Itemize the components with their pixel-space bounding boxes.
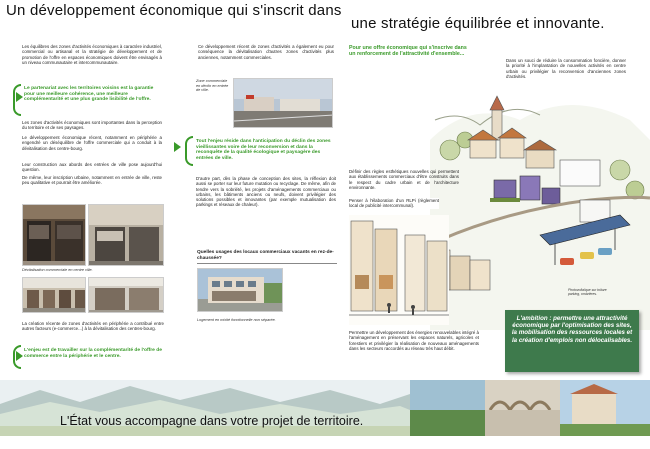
photo-mixed-housing bbox=[197, 268, 283, 312]
banner-text: L'État vous accompagne dans votre projet de territoire. bbox=[60, 414, 364, 428]
col2-caption-housing: Logement en mixité fonctionnelle non séparée. bbox=[197, 318, 276, 322]
page-title-left: Un développement économique qui s'inscrit dans bbox=[6, 2, 342, 19]
col3-paragraph-rlpi: Penser à l'élaboration d'un RLPi (règlement local de publicité intercommunal). bbox=[349, 198, 439, 209]
col2-callout-anticipation: Tout l'enjeu réside dans l'anticipation du déclin des zones vieillissantes voire de leur reconversion et dans la reconquête de la qualité écologique et paysagère des entrées de ville. bbox=[196, 139, 331, 162]
illustration-street-sketch bbox=[349, 215, 449, 325]
green-arrow-icon bbox=[16, 351, 23, 361]
photo-shop-window bbox=[88, 277, 164, 313]
col2-caption-declining-zone: Zone commerciale en déclin en entrée de ville. bbox=[196, 79, 229, 93]
col1-caption-devitalisation: Dévitalisation commerciale en centre ville. bbox=[22, 268, 93, 272]
photo-street-shops bbox=[22, 277, 86, 313]
callout-bracket-icon bbox=[185, 136, 193, 166]
col3-paragraph-aesthetic-rules: Définir des règles esthétiques nouvelles qui permettent aux établissements commerciaux d'être construits dans le respect du cadre urbain et de l'architecture environnante. bbox=[349, 169, 459, 190]
photo-vacant-shop bbox=[88, 204, 164, 266]
page-title-right: une stratégie équilibrée et innovante. bbox=[351, 15, 605, 32]
photo-commercial-zone bbox=[233, 78, 333, 128]
col1-paragraph-zones: Les zones d'activités économiques sont importantes dans la perception du territoire et de ses paysages. bbox=[22, 120, 162, 131]
col1-paragraph-inscription: De même, leur inscription urbaine, notamment en entrée de ville, reste peu qualitative et pourrait être améliorée. bbox=[22, 175, 162, 186]
col1-paragraph-construction: Leur construction aux abords des entrées de ville pose aujourd'hui question. bbox=[22, 162, 162, 173]
col3-paragraph-energy: Permettre un développement des énergies renouvelables intégré à l'aménagement en préservant les espaces naturels, agricoles et forestiers et privilégier la réalisation de nouveaux aménagements dans les secteurs raccordés au réseau très haut débit. bbox=[349, 330, 479, 351]
col2-paragraph-conception: D'autre part, dès la phase de conception des sites, la réflexion doit aussi se porter sur leur future mutation ou recyclage. De même, afin de tendre vers la sobriété, les projets d'aménagements commerciaux ou urbains, les bâtiments anciens ou neufs, doivent privilégier des solutions possibles et innovantes (par exemple mutualisation des parkings et réseaux de chaleur). bbox=[196, 176, 336, 208]
col3-paragraph-land: Dans un souci de réduire la consommation foncière, donner la priorité à l'implantation de nouvelles activités en centre urbain ou privilégier la reconversion d'anciennes zones d'activités. bbox=[506, 58, 626, 79]
col1-callout-complementarity: L'enjeu est de travailler sur la complémentarité de l'offre de commerce entre la périphérie et le centre. bbox=[24, 348, 162, 359]
col2-intro-paragraph: Ce développement récent de zones d'activités a également eu pour conséquence la dévitalisation d'autres zones d'activités plus anciennes, notamment commerciales. bbox=[198, 44, 334, 60]
photo-shopfront-closed bbox=[22, 204, 86, 266]
ambition-box: L'ambition : permettre une attractivité économique par l'optimisation des sites, la mobilisation des ressources locales et la création d'emplois non délocalisables. bbox=[505, 310, 639, 372]
col1-intro-paragraph: Les équilibres des zones d'activités économiques à caractère industriel, commercial ou artisanal et la stratégie de développement et de promotion de l'offre en espaces économiques doivent être envisagés à un niveau communautaire et intercommunautaire. bbox=[22, 44, 162, 65]
illustration-town-sketch bbox=[430, 80, 650, 330]
col2-heading-vacant-premises: Quelles usages des locaux commerciaux vacants en rez-de-chaussée? bbox=[197, 250, 337, 264]
col1-paragraph-creation: La création récente de zones d'activités en périphérie a contribué entre autres facteurs (e-commerce...) à la dévitalisation des centres-bourg. bbox=[22, 321, 164, 332]
green-arrow-icon bbox=[174, 142, 181, 152]
col1-paragraph-development: Le développement économique récent, notamment en périphérie a engendré un déséquilibre de l'offre commerciale qui a conduit à la dévitalisation des centre-bourg. bbox=[22, 135, 162, 151]
col3-caption-solar: Photovoltaïque sur toiture parking, ombrières. bbox=[568, 288, 607, 297]
col3-callout-offer: Pour une offre économique qui s'inscrive dans un renforcement de l'attractivité d'ensemble... bbox=[349, 45, 467, 58]
green-arrow-icon bbox=[16, 92, 23, 102]
col1-callout-partnership: Le partenariat avec les territoires voisins est la garantie pour une meilleure cohérence, une meilleure complémentarité et une plus grande lisibilité de l'offre. bbox=[24, 86, 154, 103]
